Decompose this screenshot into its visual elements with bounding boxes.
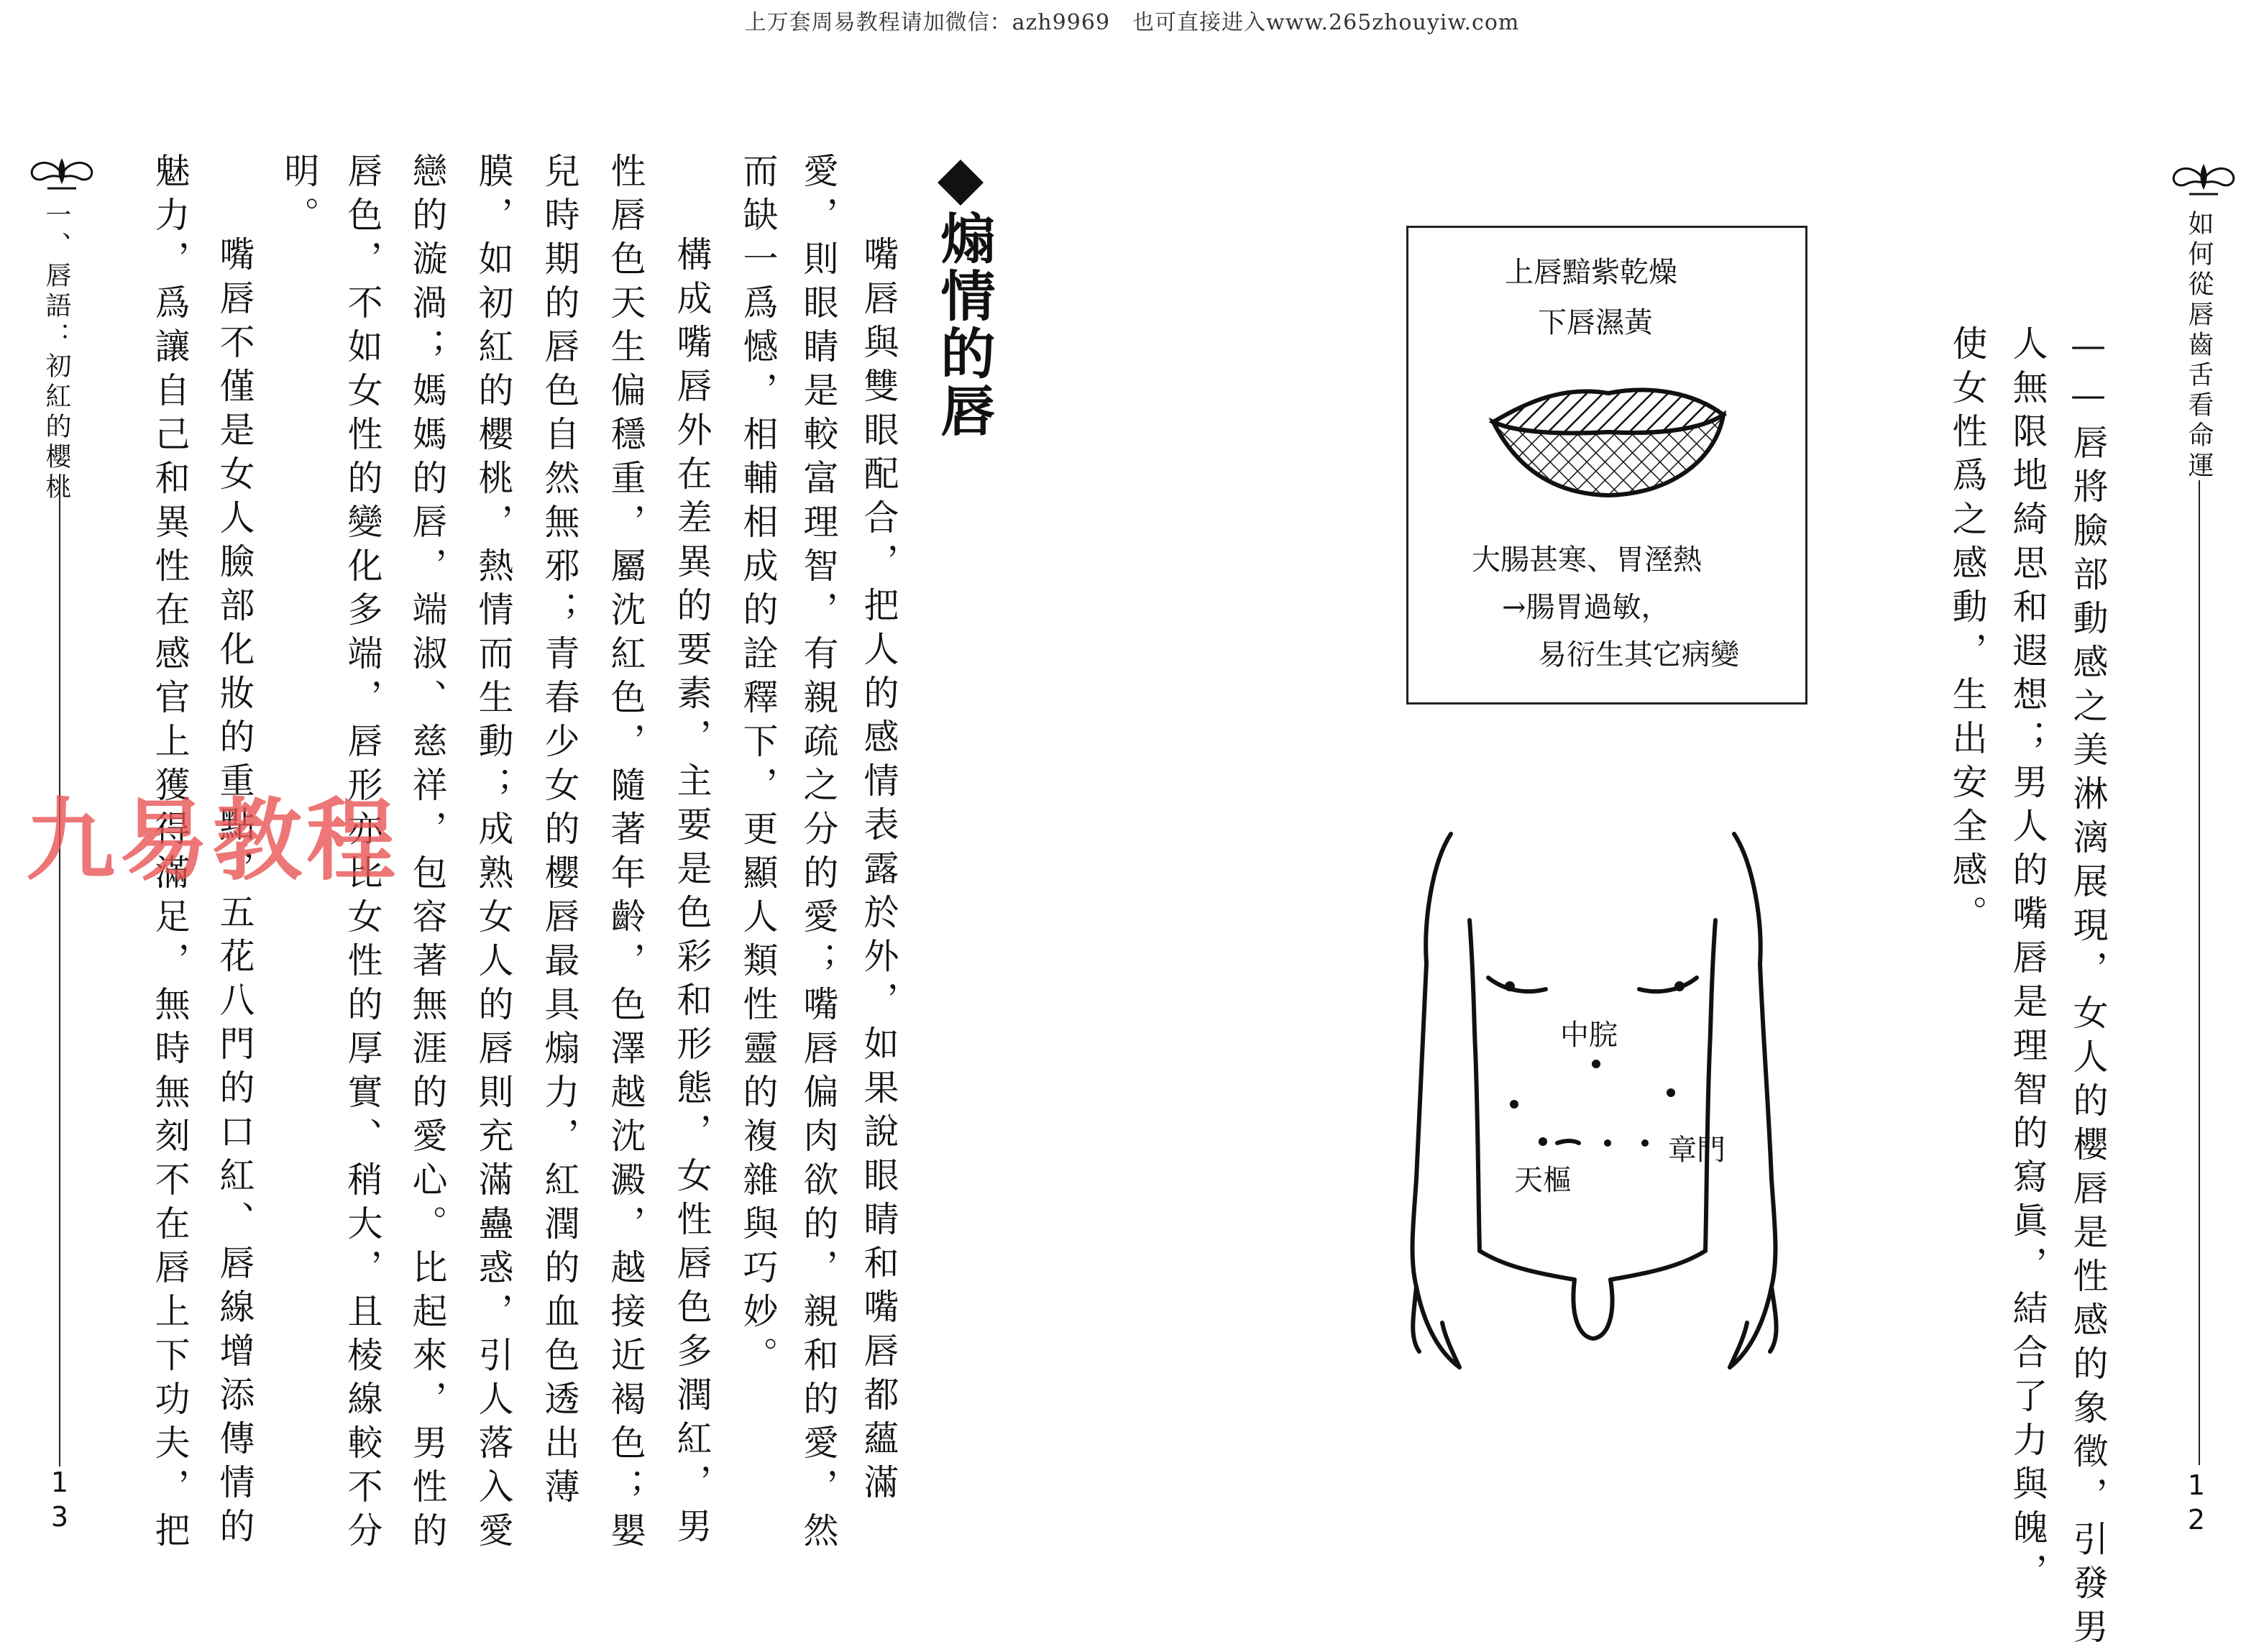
body-column: 膜，如初紅的櫻桃，熱情而生動；成熟女人的唇則充滿蠱惑，引人落入愛	[473, 152, 514, 1556]
page-number-right: 12	[2181, 1469, 2212, 1538]
body-column: 構成嘴唇外在差異的要素，主要是色彩和形態，女性唇色多潤紅，男	[672, 236, 712, 1551]
page-number-left: 13	[44, 1467, 75, 1536]
diamond-bullet-icon	[936, 158, 985, 207]
body-column: 性唇色天生偏穩重，屬沈紅色，隨著年齡，色澤越沈澱，越接近褐色；嬰	[605, 152, 646, 1556]
body-column: 明。	[279, 152, 320, 240]
running-head-right: 如何從唇齒舌看命運	[2184, 210, 2214, 482]
lips-illustration	[1486, 379, 1731, 508]
body-column: 愛，則眼睛是較富理智，有親疏之分的愛；嘴唇偏肉欲的，親和的愛，然	[798, 152, 839, 1556]
body-column: 使女性爲之感動，生出安全感。	[1947, 325, 1988, 939]
ornament-icon	[26, 154, 98, 194]
body-column: ——唇將臉部動感之美淋漓展現，女人的櫻唇是性感的象徵，引發男	[2068, 325, 2109, 1652]
body-column: 嘴唇與雙眼配合，把人的感情表露於外，如果說眼睛和嘴唇都蘊滿	[858, 236, 899, 1508]
body-column: 兒時期的唇色自然無邪；青春少女的櫻唇最具煽力，紅潤的血色透出薄	[539, 152, 580, 1512]
label-tianshu: 天樞	[1514, 1164, 1572, 1197]
torso-illustration	[1395, 820, 1797, 1387]
label-zhangmen: 章門	[1668, 1134, 1726, 1167]
body-column: 唇色，不如女性的變化多端，唇形亦比女性的厚實、稍大，且棱線較不分	[342, 152, 383, 1556]
top-banner: 上万套周易教程请加微信：azh9969 也可直接进入www.265zhouyiw.com	[744, 10, 1520, 35]
running-rule-right	[2199, 480, 2200, 1465]
box-caption-bottom: 大腸甚寒、胃溼熱	[1472, 543, 1702, 577]
section-title: 煽情的唇	[932, 210, 996, 440]
body-column: 嘴唇不僅是女人臉部化妝的重點，五花八門的口紅、唇線增添傳情的	[214, 236, 255, 1551]
lip-diagnosis-box	[1406, 226, 1807, 705]
box-caption-top: 下唇濕黃	[1538, 306, 1653, 339]
watermark: 九易教程	[26, 789, 400, 893]
box-caption-bottom: →腸胃過敏，	[1502, 591, 1670, 624]
body-column: 而缺一爲憾，相輔相成的詮釋下，更顯人類性靈的複雜與巧妙。	[738, 152, 779, 1380]
box-caption-bottom: 易衍生其它病變	[1538, 638, 1739, 671]
ornament-icon	[2168, 160, 2240, 200]
label-zhongwan: 中脘	[1560, 1019, 1618, 1052]
box-caption-top: 上唇黯紫乾燥	[1505, 256, 1677, 289]
body-column: 戀的漩渦；媽媽的唇，端淑、慈祥，包容著無涯的愛心。比起來，男性的	[407, 152, 448, 1556]
body-column: 人無限地綺思和遐想；男人的嘴唇是理智的寫眞，結合了力與魄，	[2007, 325, 2048, 1597]
body-column: 魅力，爲讓自己和異性在感官上獲得滿足，無時無刻不在唇上下功夫，把	[150, 152, 191, 1556]
running-head-left: 一、唇語：初紅的櫻桃	[42, 201, 71, 503]
running-rule-left	[59, 482, 60, 1467]
